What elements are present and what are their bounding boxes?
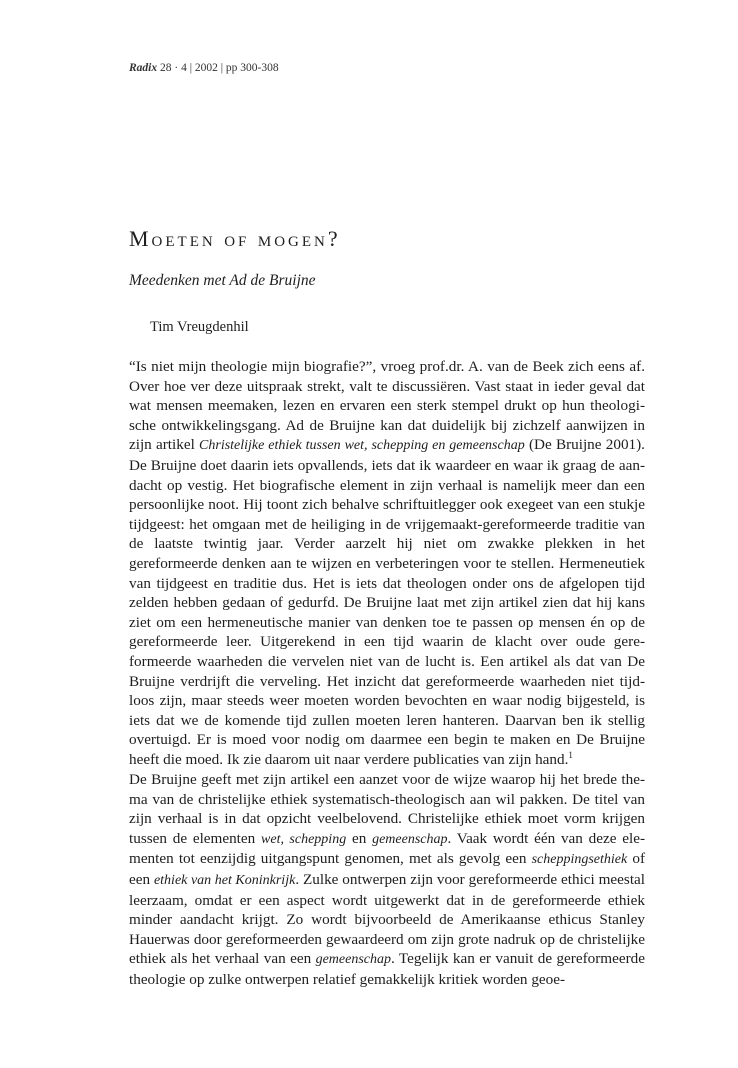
cited-article-title: Christelijke ethiek tussen wet, schepping en gemeenschap	[199, 438, 525, 454]
paragraph-2-text-a: De Bruijne geeft met zijn artikel een aanzet voor de wijze waarop hij het brede thema van de christelijke ethiek systematisch-theologisch aan wil pakken. De titel van zijn verhaal is in dat opzicht veelbelovend. Christelijke ethiek moet vorm krijgen tussen de elementen	[129, 771, 645, 847]
term-wet-schepping: wet, schepping	[261, 831, 347, 847]
paragraph-1-text-b: (De Bruijne 2001). De Bruijne doet daarin iets opvallends, iets dat ik waardeer en waar ik graag de aandacht op vestig. Het biografische element in zijn verhaal is namelijk meer dan een persoonlijke noot. Hij toont zich behalve schriftuitlegger ook exegeet van een stukje tijdgeest: het omgaan met de heiliging in de vrijgemaakt-gereformeerde traditie van de laatste twintig jaar. Verder aarzelt hij niet om zwakke plekken in het gereformeerde denken aan te wijzen en verbeteringen voor te stellen. Hermeneutiek van tijdgeest en traditie dus. Het is iets dat theologen onder ons de afgelopen tijd zelden hebben gedaan of gedurfd. De Bruijne laat met zijn artikel zien dat hij kans ziet om een hermeneutische manier van denken toe te passen op mensen én op de gereformeerde leer. Uitgerekend in een tijd waarin de klacht over oude gereformeerde waarheden die vervelen niet van de lucht is. Een artikel als dat van De Bruijne verdrijft die verveling. Het inzicht dat gereformeerde waarheden niet tijdloos zijn, maar steeds weer moeten worden bevochten en waar nodig bijgesteld, is iets dat we de komende tijd zullen moeten leren hanteren. Daarvan ben ik stellig overtuigd. Er is moed voor nodig om daarmee een begin te maken en De Bruijne heeft die moed. Ik zie daarom uit naar verdere publicaties van zijn hand.	[129, 436, 645, 768]
paragraph-2-text-b: en	[346, 829, 373, 847]
journal-name: Radix	[129, 62, 158, 74]
running-header	[129, 62, 279, 74]
paragraph-2	[129, 770, 645, 990]
paragraph-2-text-e: . Zulke ontwerpen zijn voor gereformeerde ethici meestal leerzaam, omdat er een aspect wordt uitgewerkt dat in de gereformeerde ethiek minder aandacht krijgt. Zo wordt bijvoorbeeld de Amerikaanse ethicus Stanley Hauerwas door gereformeerden gewaardeerd om zijn grote nadruk op de christelijke ethiek als het verhaal van een	[129, 870, 646, 968]
issue-details: 28 · 4 | 2002 | pp 300-308	[160, 62, 279, 74]
term-ethiek-koninkrijk: ethiek van het Koninkrijk	[153, 872, 296, 888]
term-scheppingsethiek: scheppingsethiek	[531, 852, 628, 868]
paragraph-1-text-a: “Is niet mijn theologie mijn biografie?”, vroeg prof.dr. A. van de Beek zich eens af. Over hoe ver deze uitspraak strekt, valt te discussiëren. Vast staat in ieder geval dat wat mensen meemaken, lezen en ervaren een sterk stempel drukt op hun theologische ontwikkelingsgang. Ad de Bruijne kan dat duidelijk bij zichzelf aanwijzen in zijn artikel	[129, 358, 645, 454]
term-gemeenschap: gemeenschap	[372, 831, 448, 847]
paragraph-1	[129, 357, 645, 769]
paragraph-2-text-f: . Tegelijk kan er vanuit de gereformeerde theologie op zulke ontwerpen relatief gemakkelijk kritiek worden geoe-	[129, 950, 645, 988]
paragraph-2-text-c: . Vaak wordt één van deze elementen tot eenzijdig uitgangspunt genomen, met als gevolg een	[129, 829, 645, 868]
footnote-marker[interactable]: 1	[568, 749, 573, 760]
article-author: Tim Vreugdenhil	[150, 319, 249, 335]
article-subtitle: Meedenken met Ad de Bruijne	[129, 272, 316, 289]
paragraph-2-text-d: of een	[129, 850, 646, 888]
article-title: Moeten of mogen?	[129, 226, 341, 251]
term-gemeenschap-2: gemeenschap	[315, 952, 392, 968]
